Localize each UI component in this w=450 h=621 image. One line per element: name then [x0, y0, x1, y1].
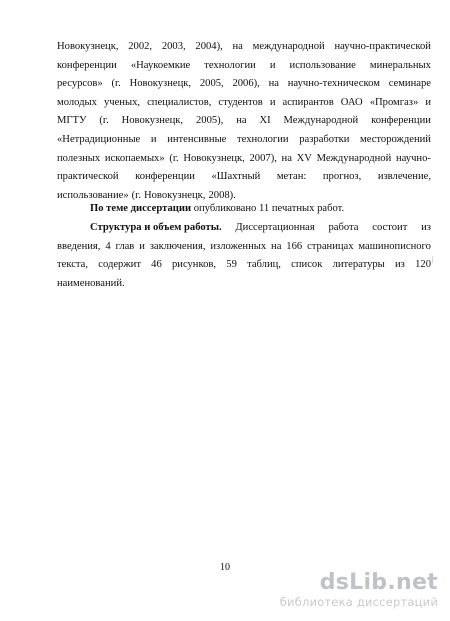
word: и — [139, 240, 145, 252]
word: Международной — [283, 115, 359, 127]
text-line — [57, 38, 431, 57]
word: полезных — [57, 152, 101, 164]
word: работа — [328, 222, 359, 233]
text-line — [57, 150, 431, 169]
word: 120 — [415, 259, 431, 271]
word: конференции — [371, 115, 431, 127]
word: конференции — [57, 59, 117, 71]
word: аспирантов — [282, 96, 334, 108]
word: ресурсов» — [57, 78, 103, 90]
word: разработки — [299, 133, 350, 145]
structure-lead: Структура и объем работы. — [90, 222, 222, 233]
word: прогноз, — [322, 171, 362, 183]
watermark-logo: dsLib.net — [319, 570, 438, 595]
text-line — [57, 57, 431, 76]
word: конференции — [135, 171, 195, 183]
scan-mark — [432, 256, 433, 263]
word: ученых, — [103, 96, 141, 108]
word: специалистов, — [147, 96, 212, 108]
word: введения, — [57, 240, 101, 252]
word: 46 — [151, 259, 162, 271]
word: (г. — [169, 152, 179, 164]
text-line — [57, 131, 431, 150]
word: Новокузнецк, — [121, 115, 184, 127]
word: 2008). — [208, 189, 236, 201]
word: на — [281, 152, 292, 164]
word: извлечение, — [377, 171, 431, 183]
text-line — [57, 200, 431, 219]
word: наименований. — [57, 277, 125, 289]
word: метан: — [276, 171, 307, 183]
word: глав — [115, 240, 135, 252]
word: и — [269, 96, 276, 108]
word: (г. — [99, 115, 109, 127]
word: 59 — [226, 259, 237, 271]
watermark — [280, 571, 438, 609]
word: научно-практической — [334, 41, 431, 52]
word: 2003, — [161, 41, 186, 52]
word: минеральных — [369, 59, 431, 71]
word: студентов — [218, 96, 263, 108]
word: ОАО — [340, 96, 363, 108]
word: 2005, — [199, 78, 224, 90]
word: Международной — [316, 152, 392, 164]
text-line — [57, 75, 431, 94]
word: из — [395, 259, 405, 271]
word: Новокузнецк, — [183, 152, 245, 164]
word: изложенных — [210, 240, 267, 252]
word: литературы — [332, 259, 385, 271]
word: научно- — [395, 152, 431, 164]
word: состоит — [372, 222, 408, 233]
text-line — [57, 94, 431, 113]
word: 2007), — [249, 152, 277, 164]
word: использование — [289, 59, 356, 71]
paragraph-conferences — [57, 38, 431, 205]
page-number: 10 — [220, 562, 230, 573]
text-line — [57, 168, 431, 187]
word: на — [268, 78, 279, 90]
word: и — [150, 133, 157, 145]
text-line — [57, 112, 431, 131]
word: использование» — [57, 189, 129, 201]
text-line — [57, 219, 431, 238]
paragraph-structure — [57, 219, 431, 293]
word: текста, — [57, 259, 89, 271]
word: на — [232, 41, 243, 52]
word: из — [421, 222, 431, 233]
word: Новокузнецк, — [129, 78, 192, 90]
word: список — [291, 259, 323, 271]
word: «Шахтный — [211, 171, 261, 183]
word: практической — [57, 171, 119, 183]
word: XV — [296, 152, 312, 164]
watermark-subtitle: библиотека диссертаций — [279, 595, 438, 609]
word: 2002, — [128, 41, 153, 52]
word: (г. — [111, 78, 121, 90]
word: технологии — [237, 133, 289, 145]
word: МГТУ — [57, 115, 87, 127]
word: интенсивные — [167, 133, 227, 145]
word: молодых — [57, 96, 97, 108]
word: машинописного — [358, 240, 431, 252]
word: на — [271, 240, 282, 252]
word: семинаре — [388, 78, 431, 90]
word: научно-техническом — [287, 78, 380, 90]
publications-lead: По теме диссертации — [90, 203, 192, 214]
word: и — [425, 96, 431, 108]
word: (г. — [131, 189, 141, 201]
word: 4 — [105, 240, 111, 252]
paragraph-publications — [57, 200, 431, 219]
word: на — [236, 115, 247, 127]
word: страницах — [307, 240, 354, 252]
word: «Промгаз» — [369, 96, 419, 108]
word: содержит — [98, 259, 141, 271]
word: рисунков, — [171, 259, 217, 271]
word: 2005), — [195, 115, 224, 127]
word: Новокузнецк, — [57, 41, 119, 52]
word: и — [269, 59, 276, 71]
word: заключения, — [149, 240, 206, 252]
text-line — [57, 275, 431, 294]
word: месторождений — [360, 133, 431, 145]
word: Диссертационная — [235, 222, 315, 233]
word: таблиц, — [247, 259, 281, 271]
text-line — [57, 238, 431, 257]
word: 166 — [286, 240, 303, 252]
word: международной — [252, 41, 325, 52]
text-line — [57, 256, 431, 275]
word: XI — [259, 115, 271, 127]
word: Новокузнецк, — [143, 189, 206, 201]
word: «Нетрадиционные — [57, 133, 141, 145]
publications-rest: опубликовано 11 печатных работ. — [191, 203, 345, 214]
word: 2006), — [232, 78, 260, 90]
word: технологии — [204, 59, 256, 71]
word: «Наукоемкие — [130, 59, 191, 71]
word: ископаемых» — [104, 152, 165, 164]
word: 2004), — [195, 41, 223, 52]
